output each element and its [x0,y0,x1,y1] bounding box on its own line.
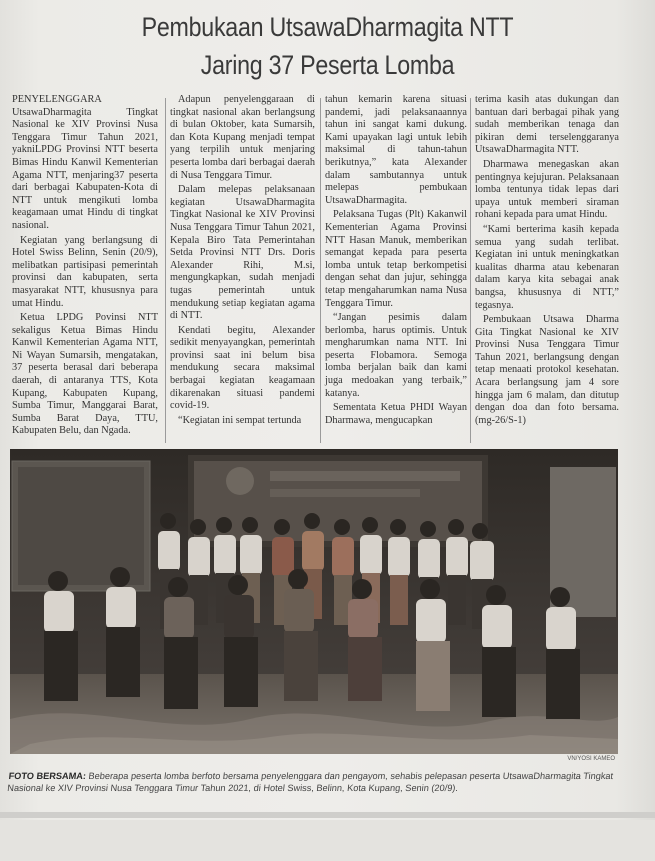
article-column-1 [12,94,158,440]
column-divider [320,98,321,443]
paragraph: Dharmawa menegaskan akan pentingnya kejujuran. Pelaksanaan lomba tentunya tidak lepas dari upaya untuk memberi siraman rohani kepada para umat Hindu. [475,158,619,221]
headline-line-2: Jaring 37 Peserta Lomba [200,50,455,80]
paragraph: “Kami berterima kasih kepada semua yang sudah terlibat. Kegiatan ini untuk meningkatkan kualitas dharma atau kebenaran dalam karya kita sebagai anak bangsa, khususnya di NTT,” tegasnya. [475,223,619,311]
group-photo [10,449,618,754]
article-column-4 [475,94,619,429]
caption-text: Beberapa peserta lomba berfoto bersama penyelenggara dan pengayom, sehabis pelepasan peserta UtsawaDharmagita Tingkat Nasional ke XIV Provinsi Nusa Tenggara Timur Tahun 2021, di Hotel Swiss, Belinn, Kota Kupang, Senin (20/9). [6,771,614,793]
paragraph: Kendati begitu, Alexander sedikit menyayangkan, pemerintah provinsi saat ini belum bisa mendukung secara maksimal berbagai kegiatan keagamaan dikarenakan situasi pandemi covid-19. [170,324,315,412]
group-photo-illustration [10,449,618,754]
article-column-2 [170,94,315,429]
paragraph: Ketua LPDG Povinsi NTT sekaligus Ketua Bimas Hindu Kanwil Kementerian Agama NTT, Ni Wayan Sumarsih, mengatakan, 37 peserta berasal dari beberapa daerah, di antaranya TTS, Kota Kupang, Kabupaten Kupang, Sumba Timur, Manggarai Barat, Sumba Barat Daya, TTU, Kabupaten Belu, dan Ngada. [12,312,158,437]
column-divider [165,98,166,443]
paragraph: PENYELENGGARA UtsawaDharmagita Tingkat Nasional ke XIV Provinsi Nusa Tenggara Timur Tahun 2021, yakniLPDG Provinsi NTT beserta Bimas Hindu Kanwil Kementerian Agama NTT, menjaring37 peserta dari berbagai Kabupaten-Kota di NTT untuk mengikuti lomba keagamaan umat Hindu di tingkat nasional. [12,94,158,231]
paragraph: tahun kemarin karena situasi pandemi, jadi pelaksanaannya tahun ini sangat kami dukung. Kami upayakan lagi untuk lebih maksimal di tahun-tahun berikutnya,” kata Alexander dalam sambutannya untuk melepas pembukaan UtsawaDharmagita. [325,94,467,206]
caption-lead: FOTO BERSAMA: [8,771,87,781]
paragraph: Pelaksana Tugas (Plt) Kakanwil Kementerian Agama Provinsi NTT Hasan Manuk, memberikan semangat kepada para peserta lomba untuk tetap berkompetisi dengan sehat dan jujur, sehingga tetap mengaharumkan nama Nusa Tenggara Timur. [325,209,467,309]
column-divider [470,98,471,443]
headline-line-1: Pembukaan UtsawaDharmagita NTT [141,12,514,42]
photo-caption [7,770,630,794]
photo-credit: VN/YOSI KAMEO [567,756,615,762]
paragraph: Dalam melepas pelaksanaan kegiatan UtsawaDharmagita Tingkat Nasional ke XIV Provinsi Nusa Tenggara Timur Tahun 2021, Kepala Biro Tata Pemerintahan Setda Provinsi NTT Drs. Doris Alexander Rihi, M.si, mengungkapkan, sudah menjadi tugas pemerintah untuk mendukung setiap kegiatan agama di NTT. [170,184,315,322]
paragraph: Adapun penyelenggaraan di tingkat nasional akan berlangsung di bulan Oktober, kata Sumarsih, dan Kota Kupang menjadi tempat yang terpilih untuk menjaring peserta lomba dari berbagai daerah di Nusa Tenggara Timur. [170,94,315,181]
paragraph: Pembukaan Utsawa Dharma Gita Tingkat Nasional ke XIV Provinsi Nusa Tenggara Timur Tahun 2021, berlangsung dengan tetap menaati protokol kesehatan. Acara berlangsung jam 4 sore hingga jam 6 malam, dan ditutup dengan doa dan foto bersama. (mg-26/S-1) [475,314,619,426]
paragraph: Kegiatan yang berlangsung di Hotel Swiss Belinn, Senin (20/9), melibatkan partisipasi pemerintah provinsi dan kabupaten, serta masyarakat NTT, khususnya para umat Hindu. [12,234,158,309]
page-bottom-rule [0,812,655,818]
paragraph: terima kasih atas dukungan dan bantuan dari berbagai pihak yang sudah memberikan tenaga dan pikiran demi terselenggaranya UtsawaDharmagita NTT. [475,94,619,156]
paragraph: “Kegiatan ini sempat tertunda [178,414,302,426]
paragraph: Sementata Ketua PHDI Wayan Dharmawa, mengucapkan [325,402,467,426]
page-bottom-margin [0,820,655,861]
article-column-3 [325,94,467,429]
paragraph: “Jangan pesimis dalam berlomba, harus optimis. Untuk mengharumkan nama NTT. Ini peserta Flobamora. Semoga lomba berjalan baik dan kami juga medoakan yang terbaik,” katanya. [325,312,467,399]
